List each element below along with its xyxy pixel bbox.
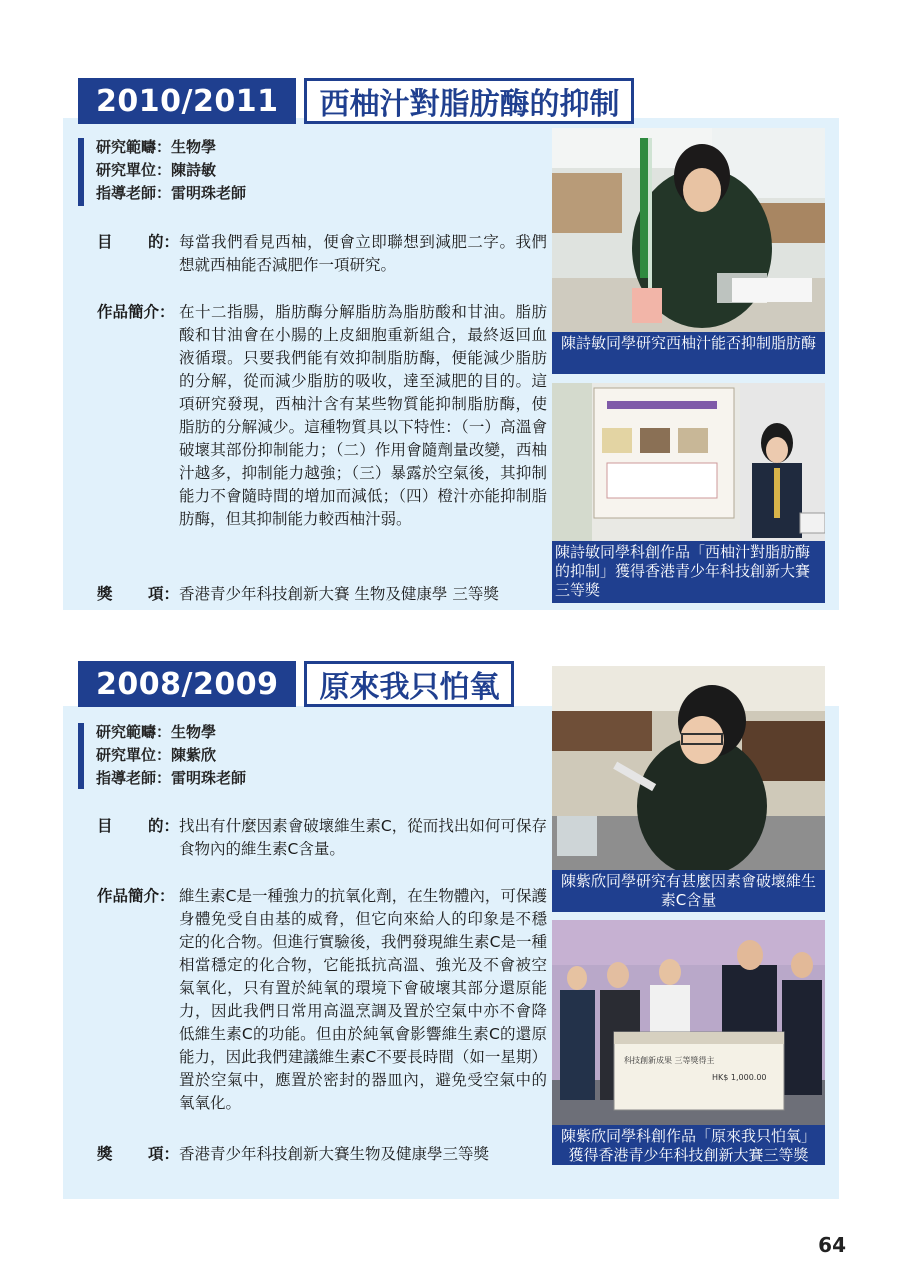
poster-photo-illustration xyxy=(552,383,825,541)
award-text: 香港青少年科技創新大賽 生物及健康學 三等獎 xyxy=(179,585,499,603)
meta-scope xyxy=(78,721,378,744)
project-title: 原來我只怕氧 xyxy=(307,664,511,704)
meta-scope xyxy=(78,136,378,159)
purpose-label-b: 的： xyxy=(147,233,179,251)
section-2008-header xyxy=(78,661,514,707)
title-box xyxy=(304,661,514,707)
project-title: 西柚汁對脂肪酶的抑制 xyxy=(307,81,631,121)
project-meta xyxy=(78,136,378,208)
unit-value: 陳詩敏 xyxy=(171,161,217,179)
intro-text: 在十二指腸，脂肪酶分解脂肪為脂肪酸和甘油。脂肪酸和甘油會在小腸的上皮細胞重新組合，最終返回血液循環。只要我們能有效抑制脂肪酶，便能減少脂肪的分解，從而減少脂肪的吸收，達至減肥的目的。這項研究發現，西柚汁含有某些物質能抑制脂肪酶，使脂肪的分解減少。這種物質具以下特性：（一）高溫會破壞其部份抑制能力；（二）作用會隨劑量改變，西柚汁越多，抑制能力越強；（三）暴露於空氣後，其抑制能力不會隨時間的增加而減低；（四）橙汁亦能抑制脂肪酶，但其抑制能力較西柚汁弱。 xyxy=(179,303,547,528)
year-label: 2008/2009 xyxy=(78,661,296,707)
teacher-label: 指導老師： xyxy=(96,769,172,787)
teacher-label: 指導老師： xyxy=(96,184,172,202)
year-label: 2010/2011 xyxy=(78,78,296,124)
unit-value: 陳紫欣 xyxy=(171,746,217,764)
award-row xyxy=(97,583,547,606)
meta-teacher xyxy=(78,182,378,205)
purpose-label-a: 目 xyxy=(97,233,113,251)
purpose-text: 每當我們看見西柚，便會立即聯想到減肥二字。我們想就西柚能否減肥作一項研究。 xyxy=(179,233,547,274)
award-label-a: 獎 xyxy=(97,585,113,603)
photo3-caption: 陳紫欣同學研究有甚麼因素會破壞維生素C含量 xyxy=(552,870,825,912)
section-2010-header xyxy=(78,78,634,124)
meta-unit xyxy=(78,744,378,767)
award-text: 香港青少年科技創新大賽生物及健康學三等獎 xyxy=(179,1145,490,1163)
page-number: 64 xyxy=(818,1233,846,1257)
intro-row xyxy=(97,301,547,531)
meta-bar xyxy=(78,723,84,789)
project-meta xyxy=(78,721,378,793)
purpose-row xyxy=(97,815,547,861)
cheque-amount: HK$ 1,000.00 xyxy=(712,1073,767,1082)
photo4-caption: 陳紫欣同學科創作品「原來我只怕氧」獲得香港青少年科技創新大賽三等獎 xyxy=(552,1125,825,1165)
scope-value: 生物學 xyxy=(171,723,217,741)
teacher-value: 雷明珠老師 xyxy=(171,184,247,202)
purpose-label-a: 目 xyxy=(97,817,113,835)
award-label-b: 項： xyxy=(147,1145,179,1163)
teacher-value: 雷明珠老師 xyxy=(171,769,247,787)
intro-text: 維生素C是一種強力的抗氧化劑，在生物體內，可保護身體免受自由基的威脅，但它向來給人的印象是不穩定的化合物。但進行實驗後，我們發現維生素C是一種相當穩定的化合物，它能抵抗高溫、強光及不會被空氣氧化，只有置於純氧的環境下會破壞其部分還原能力，因此我們日常用高溫烹調及置於空氣中亦不會降低維生素C的功能。但由於純氧會影響維生素C的還原能力，因此我們建議維生素C不要長時間（如一星期）置於空氣中，應置於密封的器皿內，避免受空氣中的氧氧化。 xyxy=(179,887,547,1112)
title-box xyxy=(304,78,634,124)
unit-label: 研究單位： xyxy=(96,161,172,179)
meta-bar xyxy=(78,138,84,206)
scope-label: 研究範疇： xyxy=(96,723,172,741)
meta-unit xyxy=(78,159,378,182)
purpose-text: 找出有什麼因素會破壞維生素C，從而找出如何可保存食物內的維生素C含量。 xyxy=(179,817,547,858)
intro-label-text: 作品簡介： xyxy=(97,887,175,905)
photo-poster-display xyxy=(552,383,825,541)
scope-value: 生物學 xyxy=(171,138,217,156)
intro-label-text: 作品簡介： xyxy=(97,303,175,321)
award-label-b: 項： xyxy=(147,585,179,603)
experiment-photo-illustration xyxy=(552,666,825,870)
award-label-a: 獎 xyxy=(97,1145,113,1163)
award-row xyxy=(97,1143,547,1166)
photo2-caption: 陳詩敏同學科創作品「西柚汁對脂肪酶的抑制」獲得香港青少年科技創新大賽三等獎 xyxy=(552,541,825,603)
purpose-label-b: 的： xyxy=(147,817,179,835)
purpose-row xyxy=(97,231,547,277)
scope-label: 研究範疇： xyxy=(96,138,172,156)
photo-award-ceremony xyxy=(552,920,825,1125)
ceremony-photo-illustration xyxy=(552,920,825,1125)
photo-vitamin-experiment xyxy=(552,666,825,870)
lab-photo-illustration xyxy=(552,128,825,332)
cheque-text: 科技創新成果 三等獎得主 xyxy=(624,1056,715,1065)
unit-label: 研究單位： xyxy=(96,746,172,764)
meta-teacher xyxy=(78,767,378,790)
intro-row xyxy=(97,885,547,1115)
photo1-caption: 陳詩敏同學研究西柚汁能否抑制脂肪酶 xyxy=(552,332,825,374)
photo-lab-pipetting xyxy=(552,128,825,332)
